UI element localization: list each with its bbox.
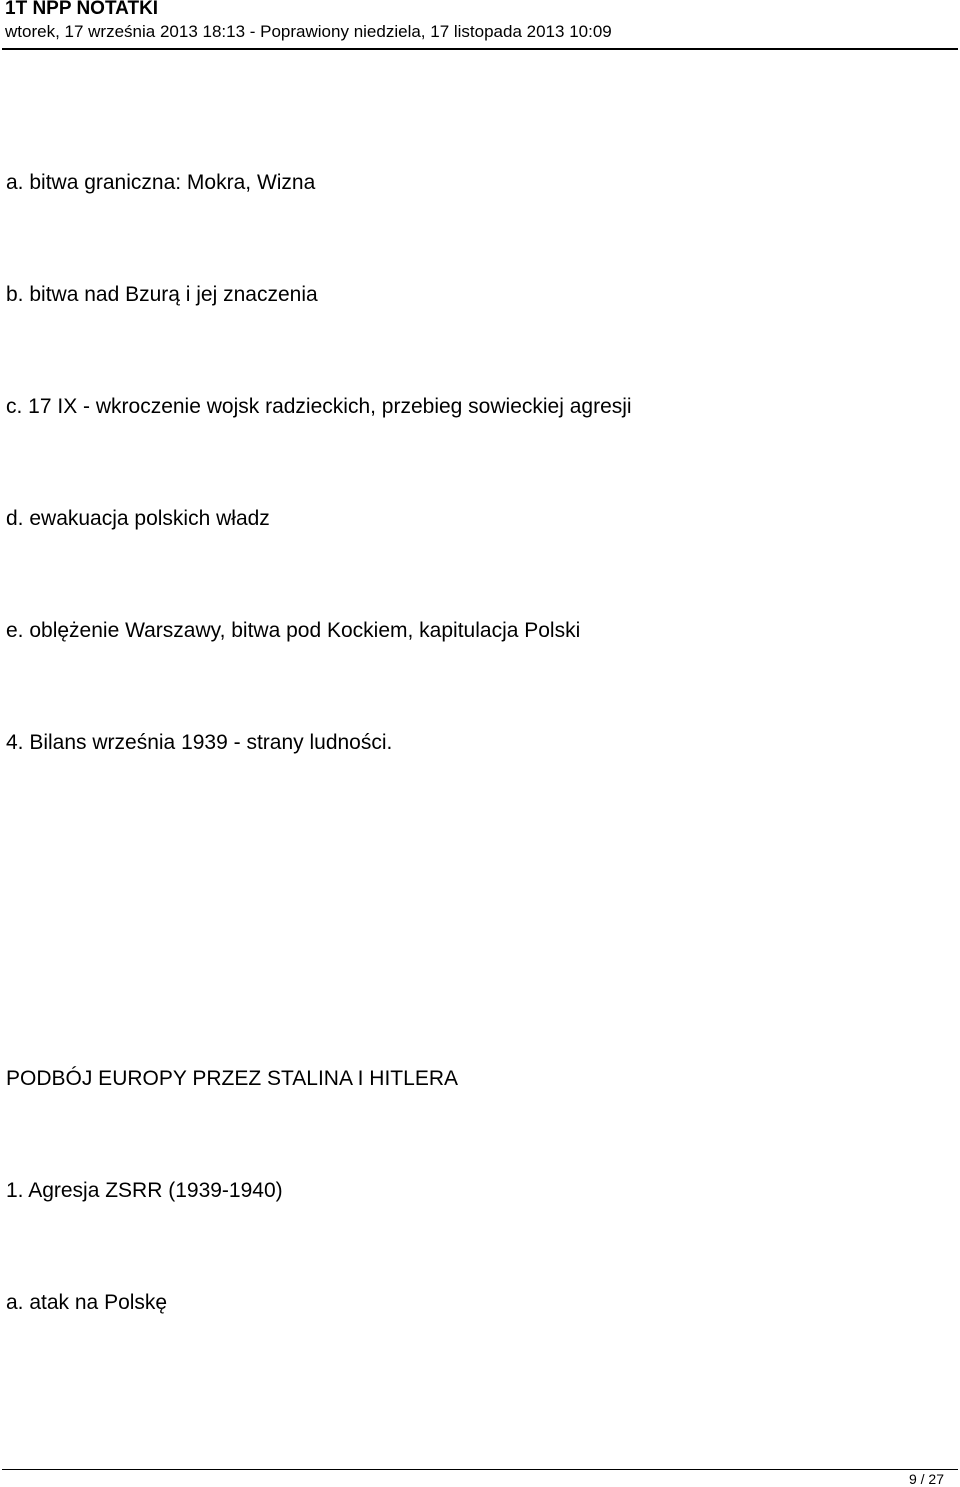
header-divider xyxy=(2,48,958,50)
text-line: 1. Agresja ZSRR (1939-1940) xyxy=(6,1179,283,1202)
footer-divider xyxy=(2,1469,958,1470)
text-line: b. bitwa nad Bzurą i jej znaczenia xyxy=(6,283,318,306)
text-line: a. bitwa graniczna: Mokra, Wizna xyxy=(6,171,316,194)
text-line: 4. Bilans września 1939 - strany ludności. xyxy=(6,731,393,754)
document-title: 1T NPP NOTATKI xyxy=(5,0,159,19)
document-date-info: wtorek, 17 września 2013 18:13 - Poprawiony niedziela, 17 listopada 2013 10:09 xyxy=(5,22,612,41)
text-line: c. 17 IX - wkroczenie wojsk radzieckich, przebieg sowieckiej agresji xyxy=(6,395,632,418)
page-number: 9 / 27 xyxy=(908,1471,944,1487)
text-line: a. atak na Polskę xyxy=(6,1291,168,1314)
text-line: e. oblężenie Warszawy, bitwa pod Kockiem, kapitulacja Polski xyxy=(6,619,581,642)
text-line: d. ewakuacja polskich władz xyxy=(6,507,270,530)
section-heading: PODBÓJ EUROPY PRZEZ STALINA I HITLERA xyxy=(6,1067,458,1090)
